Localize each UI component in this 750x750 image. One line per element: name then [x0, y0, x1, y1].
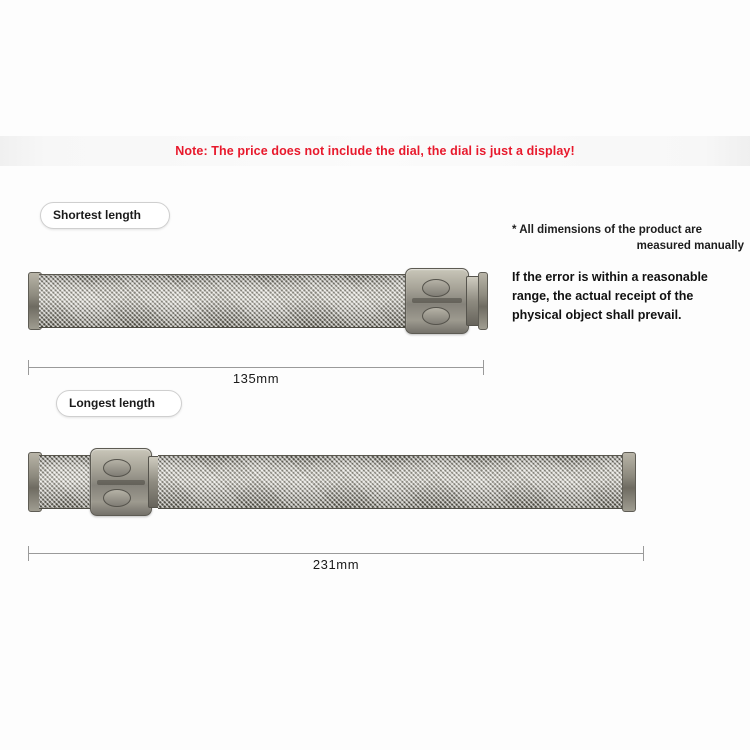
disclaimer-paragraph: If the error is within a reasonable range, the actual receipt of the physical object shall prevail. [512, 270, 708, 322]
callout-longest-length: Longest length [56, 390, 182, 417]
dimension-label [28, 371, 484, 386]
callout-shortest-length: Shortest length [40, 202, 170, 229]
band-clasp [90, 448, 152, 516]
band-mesh-strap-left [39, 455, 97, 509]
disclaimer-line-1 [512, 222, 744, 254]
clasp-notch-bottom [103, 489, 131, 507]
measurement-disclaimer [512, 222, 744, 325]
disclaimer-line-1-lead: * All dimensions of the product are [512, 224, 702, 236]
dimension-line [28, 367, 484, 368]
dimension-longest [28, 546, 644, 576]
band-lug-right [478, 272, 488, 330]
clasp-bar [412, 298, 462, 303]
band-clasp [405, 268, 469, 334]
band-mesh-strap [39, 274, 407, 328]
notice-banner [0, 136, 750, 166]
dimension-label [28, 557, 644, 572]
watch-band-shortest [28, 256, 484, 341]
band-lug-right [622, 452, 636, 512]
clasp-notch-bottom [422, 307, 450, 325]
dimension-value-longest: 231mm [305, 557, 367, 572]
notice-text: Note: The price does not include the dial, the dial is just a display! [175, 144, 575, 158]
dimension-shortest [28, 360, 484, 390]
clasp-notch-top [103, 459, 131, 477]
band-mesh-strap-right [158, 455, 624, 509]
clasp-notch-top [422, 279, 450, 297]
dimension-line [28, 553, 644, 554]
dimension-value-shortest: 135mm [225, 371, 287, 386]
watch-band-longest [28, 430, 644, 535]
disclaimer-line-1-rest: measured manually [636, 240, 744, 252]
clasp-bar [97, 480, 145, 485]
